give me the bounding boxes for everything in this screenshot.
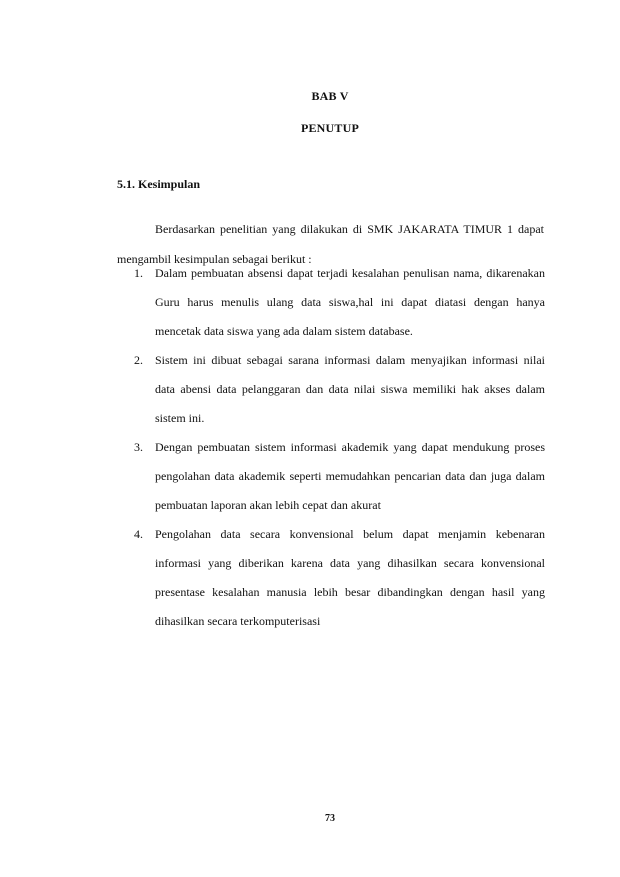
item-text: Dalam pembuatan absensi dapat terjadi kesalahan penulisan nama, dikarenakan Guru harus menulis ulang data siswa,hal ini dapat diatasi dengan hanya mencetak data siswa yang ada dalam sistem database. — [155, 266, 545, 338]
section-heading: 5.1. Kesimpulan — [117, 177, 201, 191]
item-number: 4. — [134, 527, 143, 541]
page-number: 73 — [325, 813, 335, 824]
chapter-title: PENUTUP — [300, 121, 360, 135]
conclusion-item-2 — [117, 346, 545, 433]
item-text: Dengan pembuatan sistem informasi akademik yang dapat mendukung proses pengolahan data akademik seperti memudahkan pencarian data dan juga dalam pembuatan laporan akan lebih cepat dan akurat — [155, 440, 545, 512]
item-number: 3. — [134, 440, 143, 454]
item-text: Sistem ini dibuat sebagai sarana informasi dalam menyajikan informasi nilai data abensi data pelanggaran dan data nilai siswa memiliki hak akses dalam sistem ini. — [155, 353, 545, 425]
item-text: Pengolahan data secara konvensional belum dapat menjamin kebenaran informasi yang diberikan karena data yang dihasilkan secara konvensional presentase kesalahan manusia lebih besar dibandingkan dengan hasil yang dihasilkan secara terkomputerisasi — [155, 527, 545, 628]
intro-paragraph: Berdasarkan penelitian yang dilakukan di SMK JAKARATA TIMUR 1 dapat mengambil kesimpulan sebagai berikut : — [117, 222, 544, 266]
chapter-number: BAB V — [311, 89, 349, 103]
conclusion-item-1 — [117, 259, 545, 346]
conclusion-item-3 — [117, 433, 545, 520]
conclusion-item-4 — [117, 520, 545, 636]
item-number: 1. — [134, 266, 143, 280]
conclusion-list — [117, 259, 545, 636]
item-number: 2. — [134, 353, 143, 367]
